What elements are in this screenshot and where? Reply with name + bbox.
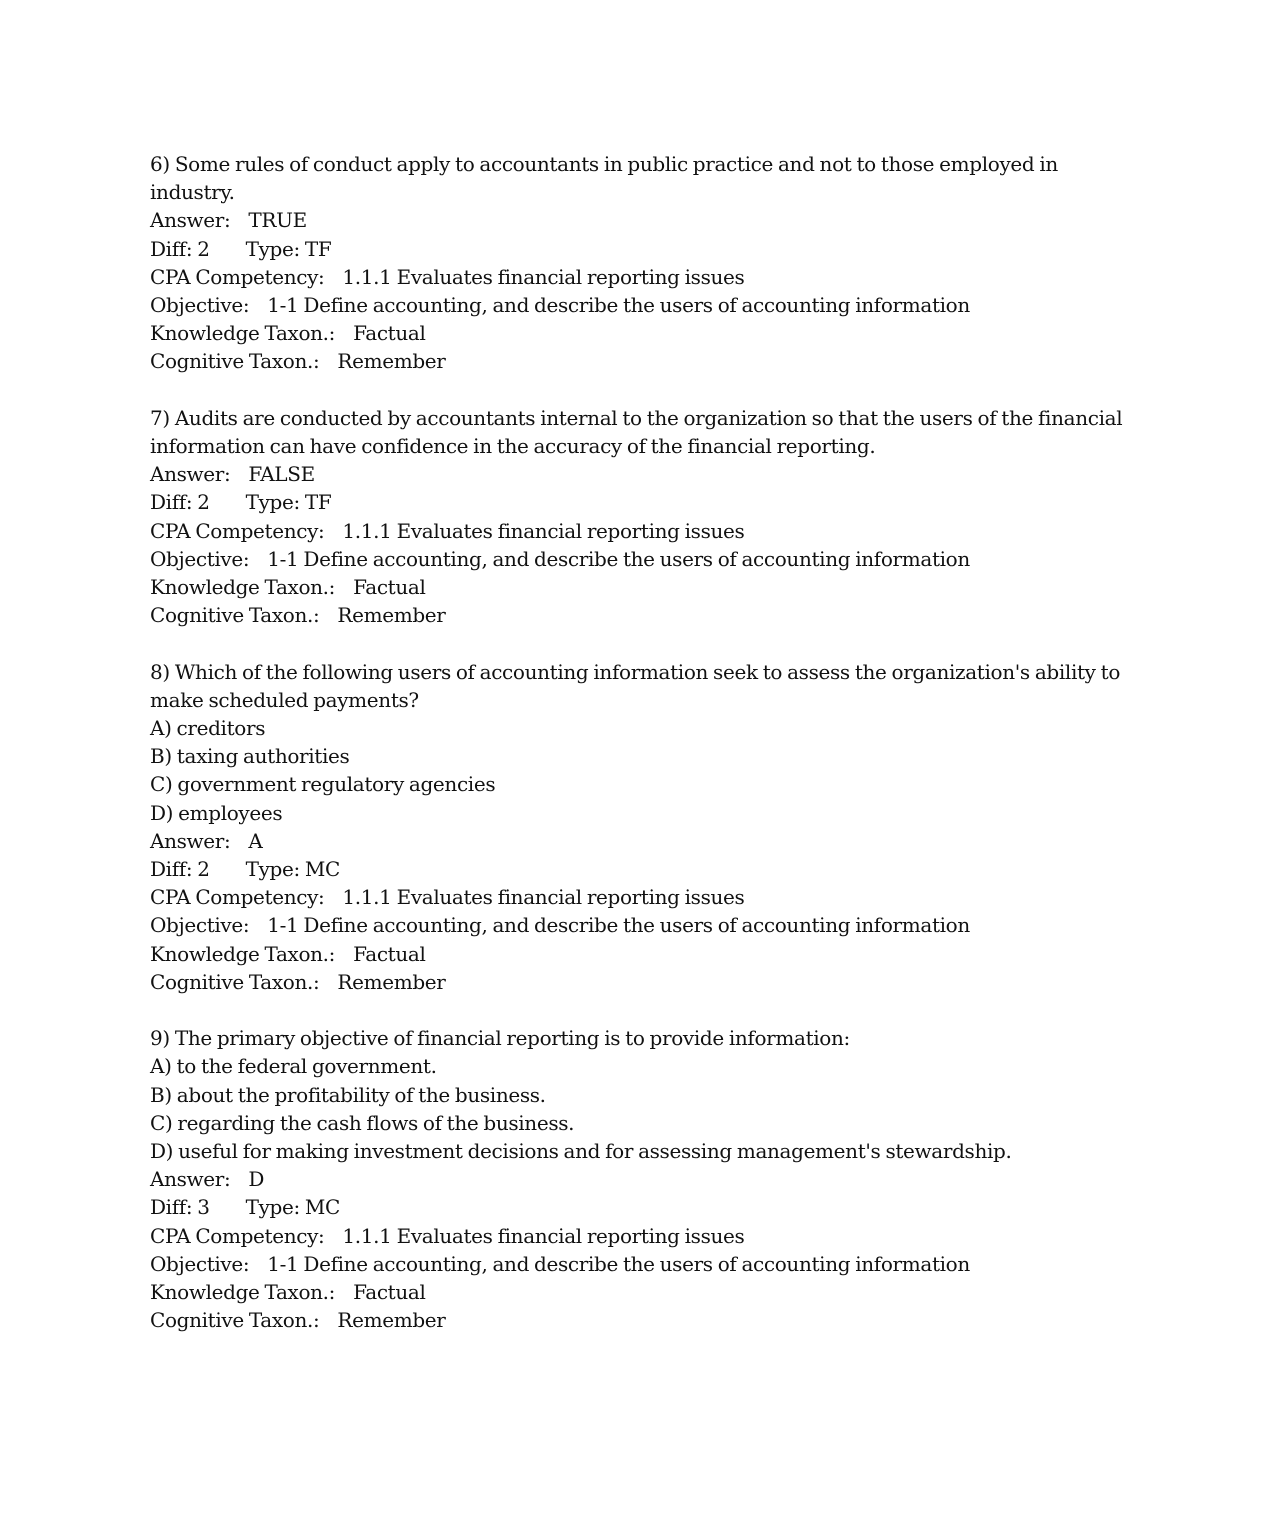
cpa-line <box>150 263 1140 291</box>
option-d: D) employees <box>150 800 283 825</box>
answer-line <box>150 827 1140 855</box>
answer-line <box>150 460 1140 488</box>
option-a: A) to the federal government. <box>150 1054 437 1079</box>
objective-label: Objective: <box>150 546 250 571</box>
question-6 <box>150 150 1140 376</box>
question-stem: 9) The primary objective of financial reporting is to provide information: <box>150 1026 850 1051</box>
difficulty: Diff: 2 <box>150 490 210 515</box>
diff-type-line <box>150 235 1140 263</box>
answer-value: A <box>248 828 263 853</box>
cpa-label: CPA Competency: <box>150 264 325 289</box>
question-bank-page <box>150 150 1140 1363</box>
difficulty: Diff: 3 <box>150 1195 210 1220</box>
knowledge-label: Knowledge Taxon.: <box>150 1280 336 1305</box>
knowledge-label: Knowledge Taxon.: <box>150 321 336 346</box>
difficulty: Diff: 2 <box>150 236 210 261</box>
cpa-value: 1.1.1 Evaluates financial reporting issues <box>342 518 745 543</box>
difficulty: Diff: 2 <box>150 857 210 882</box>
cpa-label: CPA Competency: <box>150 885 325 910</box>
cognitive-line <box>150 347 1140 375</box>
option-b: B) taxing authorities <box>150 744 350 769</box>
question-stem: 8) Which of the following users of accounting information seek to assess the organization's ability to make scheduled payments? <box>150 659 1121 712</box>
question-type: Type: MC <box>245 1195 340 1220</box>
objective-value: 1-1 Define accounting, and describe the users of accounting information <box>267 293 970 318</box>
cognitive-label: Cognitive Taxon.: <box>150 603 320 628</box>
option-a: A) creditors <box>150 716 266 741</box>
answer-value: FALSE <box>248 462 315 487</box>
cpa-label: CPA Competency: <box>150 518 325 543</box>
knowledge-value: Factual <box>353 321 426 346</box>
knowledge-line <box>150 940 1140 968</box>
question-9 <box>150 1024 1140 1334</box>
objective-line <box>150 1250 1140 1278</box>
cognitive-line <box>150 601 1140 629</box>
cognitive-label: Cognitive Taxon.: <box>150 969 320 994</box>
answer-line <box>150 1165 1140 1193</box>
knowledge-label: Knowledge Taxon.: <box>150 575 336 600</box>
question-stem: 7) Audits are conducted by accountants internal to the organization so that the users of the financial information can have confidence in the accuracy of the financial reporting. <box>150 405 1123 459</box>
cpa-line <box>150 517 1140 545</box>
knowledge-value: Factual <box>353 1280 426 1305</box>
cognitive-label: Cognitive Taxon.: <box>150 1308 320 1333</box>
question-7 <box>150 404 1140 630</box>
cpa-value: 1.1.1 Evaluates financial reporting issues <box>342 264 745 289</box>
cognitive-value: Remember <box>337 969 446 994</box>
cpa-value: 1.1.1 Evaluates financial reporting issues <box>342 885 745 910</box>
cpa-line <box>150 883 1140 911</box>
objective-line <box>150 911 1140 939</box>
diff-type-line <box>150 1193 1140 1221</box>
answer-label: Answer: <box>150 1167 231 1192</box>
question-type: Type: TF <box>245 236 332 261</box>
cognitive-line <box>150 1306 1140 1334</box>
question-type: Type: TF <box>245 490 332 515</box>
answer-value: D <box>248 1167 265 1192</box>
question-8 <box>150 658 1140 996</box>
objective-label: Objective: <box>150 293 250 318</box>
objective-value: 1-1 Define accounting, and describe the users of accounting information <box>267 1251 970 1276</box>
objective-label: Objective: <box>150 913 250 938</box>
objective-line <box>150 545 1140 573</box>
objective-value: 1-1 Define accounting, and describe the users of accounting information <box>267 546 970 571</box>
answer-label: Answer: <box>150 462 231 487</box>
option-d: D) useful for making investment decisions and for assessing management's stewardship. <box>150 1139 1012 1164</box>
objective-label: Objective: <box>150 1251 250 1276</box>
cpa-value: 1.1.1 Evaluates financial reporting issues <box>342 1223 745 1248</box>
answer-label: Answer: <box>150 828 231 853</box>
answer-label: Answer: <box>150 208 231 233</box>
knowledge-label: Knowledge Taxon.: <box>150 941 336 966</box>
cpa-line <box>150 1222 1140 1250</box>
answer-value: TRUE <box>248 208 307 233</box>
objective-value: 1-1 Define accounting, and describe the users of accounting information <box>267 913 970 938</box>
knowledge-line <box>150 319 1140 347</box>
question-stem: 6) Some rules of conduct apply to accountants in public practice and not to those employed in industry. <box>150 152 1058 205</box>
knowledge-value: Factual <box>353 575 426 600</box>
diff-type-line <box>150 488 1140 516</box>
objective-line <box>150 291 1140 319</box>
cognitive-value: Remember <box>337 603 446 628</box>
cognitive-value: Remember <box>337 349 446 374</box>
cognitive-line <box>150 968 1140 996</box>
cognitive-value: Remember <box>337 1308 446 1333</box>
knowledge-line <box>150 1278 1140 1306</box>
option-c: C) regarding the cash flows of the business. <box>150 1110 575 1135</box>
cognitive-label: Cognitive Taxon.: <box>150 349 320 374</box>
option-b: B) about the profitability of the business. <box>150 1082 546 1107</box>
knowledge-line <box>150 573 1140 601</box>
knowledge-value: Factual <box>353 941 426 966</box>
question-type: Type: MC <box>245 857 340 882</box>
cpa-label: CPA Competency: <box>150 1223 325 1248</box>
answer-line <box>150 206 1140 234</box>
option-c: C) government regulatory agencies <box>150 772 496 797</box>
diff-type-line <box>150 855 1140 883</box>
